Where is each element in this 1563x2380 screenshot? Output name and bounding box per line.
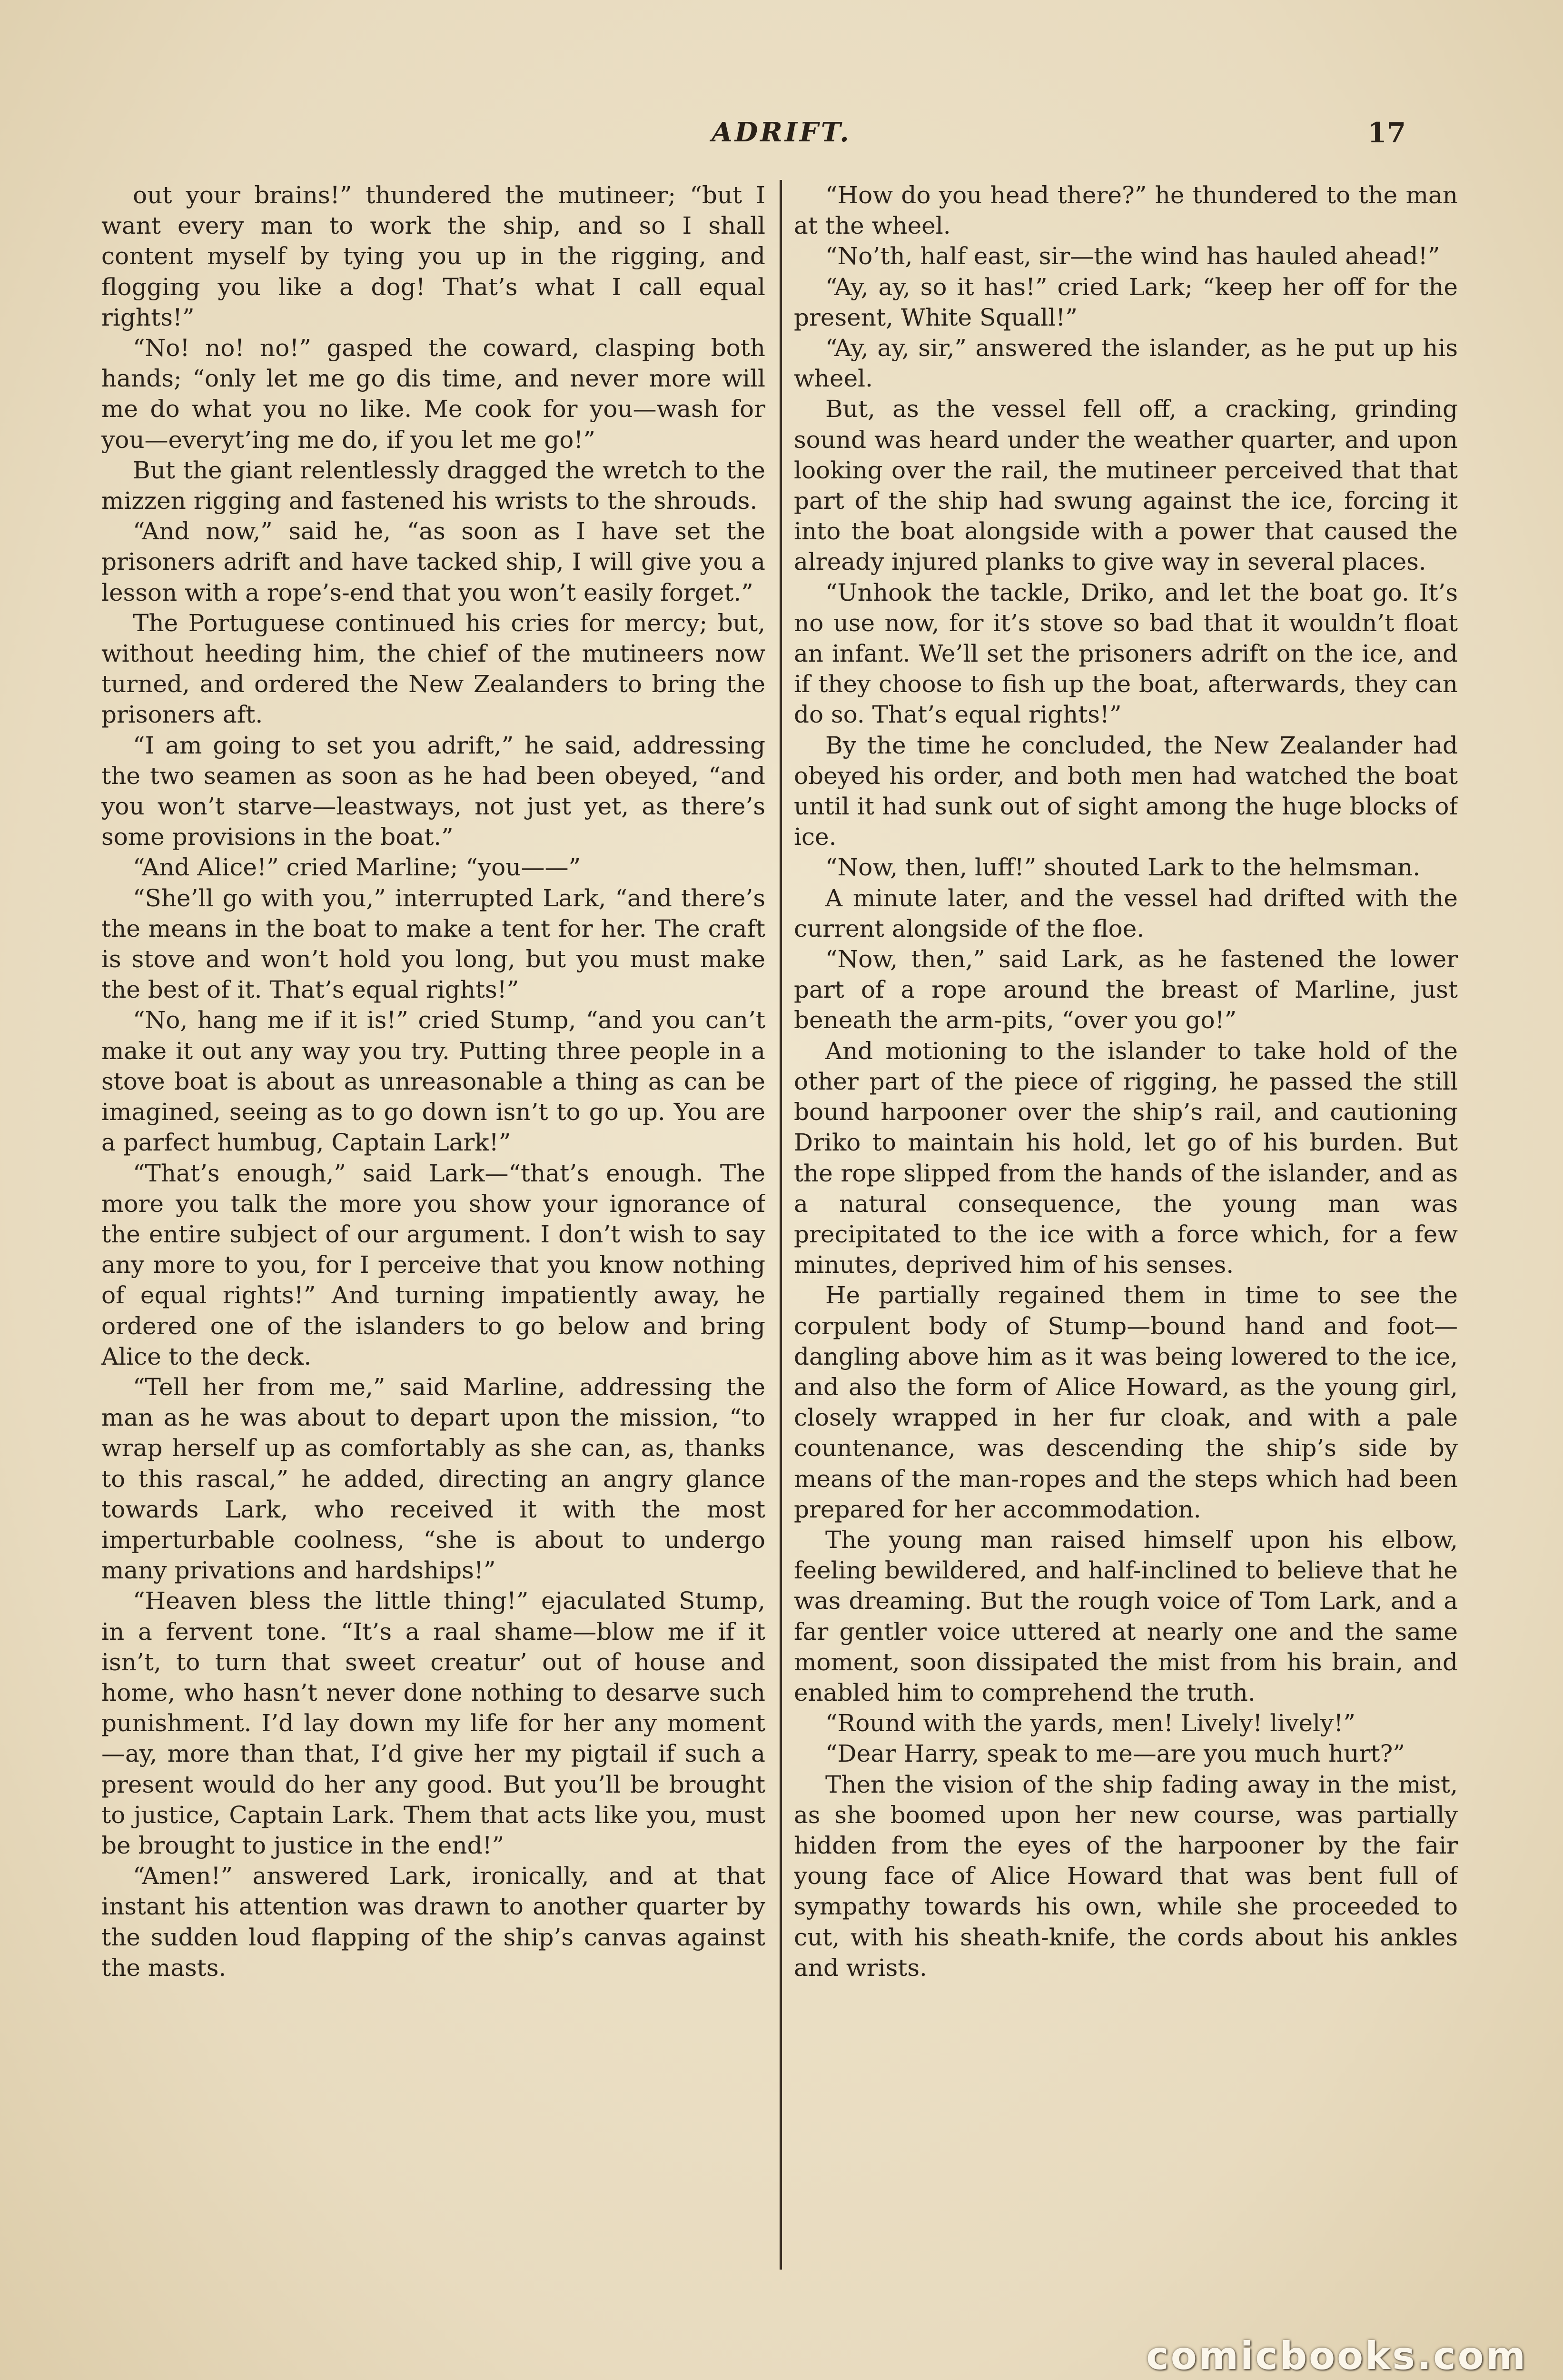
paragraph: “Ay, ay, sir,” answered the islander, as he put up his wheel.: [794, 334, 1458, 393]
paragraph: “No’th, half east, sir—the wind has hauled ahead!”: [825, 242, 1440, 270]
paragraph: “Ay, ay, so it has!” cried Lark; “keep her off for the present, White Squall!”: [794, 273, 1458, 331]
watermark: comicbooks.com: [1146, 2334, 1527, 2378]
paragraph: A minute later, and the vessel had drifted with the current alongside of the floe.: [794, 884, 1458, 942]
page-number: 17: [1367, 117, 1406, 149]
right-column: [794, 180, 1458, 2293]
paragraph: “Now, then,” said Lark, as he fastened the lower part of a rope around the breast of Marline, just beneath the arm-pits, “over you go!”: [794, 945, 1458, 1034]
paragraph: But, as the vessel fell off, a cracking, grinding sound was heard under the weather quarter, and upon looking over the rail, the mutineer perceived that that part of the ship had swung against the ice, forcing it into the boat alongside with a power that caused the already injured planks to give way in several places.: [794, 395, 1458, 576]
text-columns: [101, 180, 1458, 2293]
left-column: [101, 180, 765, 2293]
paragraph: “Unhook the tackle, Driko, and let the boat go. It’s no use now, for it’s stove so bad that it wouldn’t float an infant. We’ll set the prisoners adrift on the ice, and if they choose to fish up the boat, afterwards, they can do so. That’s equal rights!”: [794, 578, 1458, 729]
paragraph: “And Alice!” cried Marline; “you——”: [133, 853, 581, 882]
paragraph: The young man raised himself upon his elbow, feeling bewildered, and half-inclined to believe that he was dreaming. But the rough voice of Tom Lark, and a far gentler voice uttered at nearly one and the same moment, soon dissipated the mist from his brain, and enabled him to comprehend the truth.: [794, 1526, 1458, 1706]
paragraph: “No! no! no!” gasped the coward, clasping both hands; “only let me go dis time, and never more will me do what you no like. Me cook for you—wash for you—everyt’ing me do, if you let me go!”: [101, 334, 765, 454]
page-header: [100, 112, 1463, 164]
paragraph: “She’ll go with you,” interrupted Lark, “and there’s the means in the boat to make a tent for her. The craft is stove and won’t hold you long, but you must make the best of it. That’s equal rights!”: [101, 884, 765, 1004]
paragraph: “Now, then, luff!” shouted Lark to the helmsman.: [825, 853, 1421, 882]
paragraph: He partially regained them in time to see the corpulent body of Stump—bound hand and foot—dangling above him as it was being lowered to the ice, and also the form of Alice Howard, as the young girl, closely wrapped in her fur cloak, and with a pale countenance, was descending the ship’s side by means of the man-ropes and the steps which had been prepared for her accommodation.: [794, 1281, 1458, 1523]
paragraph: “Heaven bless the little thing!” ejaculated Stump, in a fervent tone. “It’s a raal shame—blow me if it isn’t, to turn that sweet creatur’ out of house and home, who hasn’t never done nothing to desarve such punishment. I’d lay down my life for her any moment—ay, more than that, I’d give her my pigtail if such a present would do her any good. But you’ll be brought to justice, Captain Lark. Them that acts like you, must be brought to justice in the end!”: [101, 1587, 765, 1859]
paragraph: “No, hang me if it is!” cried Stump, “and you can’t make it out any way you try. Putting three people in a stove boat is about as unreasonable a thing as can be imagined, seeing as to go down isn’t to go up. You are a parfect humbug, Captain Lark!”: [101, 1006, 765, 1157]
paragraph: “Dear Harry, speak to me—are you much hurt?”: [825, 1740, 1405, 1768]
running-title: ADRIFT.: [712, 117, 851, 148]
paragraph: Then the vision of the ship fading away in the mist, as she boomed upon her new course, was partially hidden from the eyes of the harpooner by the fair young face of Alice Howard that was bent full of sympathy towards his own, while she proceeded to cut, with his sheath-knife, the cords about his ankles and wrists.: [794, 1770, 1458, 1982]
column-divider: [780, 180, 782, 2270]
paragraph: The Portuguese continued his cries for mercy; but, without heeding him, the chief of the mutineers now turned, and ordered the New Zealanders to bring the prisoners aft.: [101, 609, 765, 729]
paragraph: out your brains!” thundered the mutineer; “but I want every man to work the ship, and so I shall content myself by tying you up in the rigging, and flogging you like a dog! That’s what I call equal rights!”: [101, 181, 765, 331]
paragraph: “I am going to set you adrift,” he said, addressing the two seamen as soon as he had been obeyed, “and you won’t starve—leastways, not just yet, as there’s some provisions in the boat.”: [101, 731, 765, 851]
paragraph: “Amen!” answered Lark, ironically, and at that instant his attention was drawn to another quarter by the sudden loud flapping of the ship’s canvas against the masts.: [101, 1862, 765, 1982]
paragraph: And motioning to the islander to take hold of the other part of the piece of rigging, he passed the still bound harpooner over the ship’s rail, and cautioning Driko to maintain his hold, let go of his burden. But the rope slipped from the hands of the islander, and as a natural consequence, the young man was precipitated to the ice with a force which, for a few minutes, deprived him of his senses.: [794, 1037, 1458, 1279]
paragraph: “And now,” said he, “as soon as I have set the prisoners adrift and have tacked ship, I will give you a lesson with a rope’s-end that you won’t easily forget.”: [101, 517, 765, 606]
paragraph: “How do you head there?” he thundered to the man at the wheel.: [794, 181, 1458, 240]
paragraph: But the giant relentlessly dragged the wretch to the mizzen rigging and fastened his wrists to the shrouds.: [101, 456, 765, 515]
paragraph: “That’s enough,” said Lark—“that’s enough. The more you talk the more you show your ignorance of the entire subject of our argument. I don’t wish to say any more to you, for I perceive that you know nothing of equal rights!” And turning impatiently away, he ordered one of the islanders to go below and bring Alice to the deck.: [101, 1159, 765, 1370]
paragraph: “Round with the yards, men! Lively! lively!”: [825, 1709, 1355, 1737]
paragraph: “Tell her from me,” said Marline, addressing the man as he was about to depart upon the mission, “to wrap herself up as comfortably as she can, as, thanks to this rascal,” he added, directing an angry glance towards Lark, who received it with the most imperturbable coolness, “she is about to undergo many privations and hardships!”: [101, 1373, 765, 1585]
paragraph: By the time he concluded, the New Zealander had obeyed his order, and both men had watched the boat until it had sunk out of sight among the huge blocks of ice.: [794, 731, 1458, 851]
